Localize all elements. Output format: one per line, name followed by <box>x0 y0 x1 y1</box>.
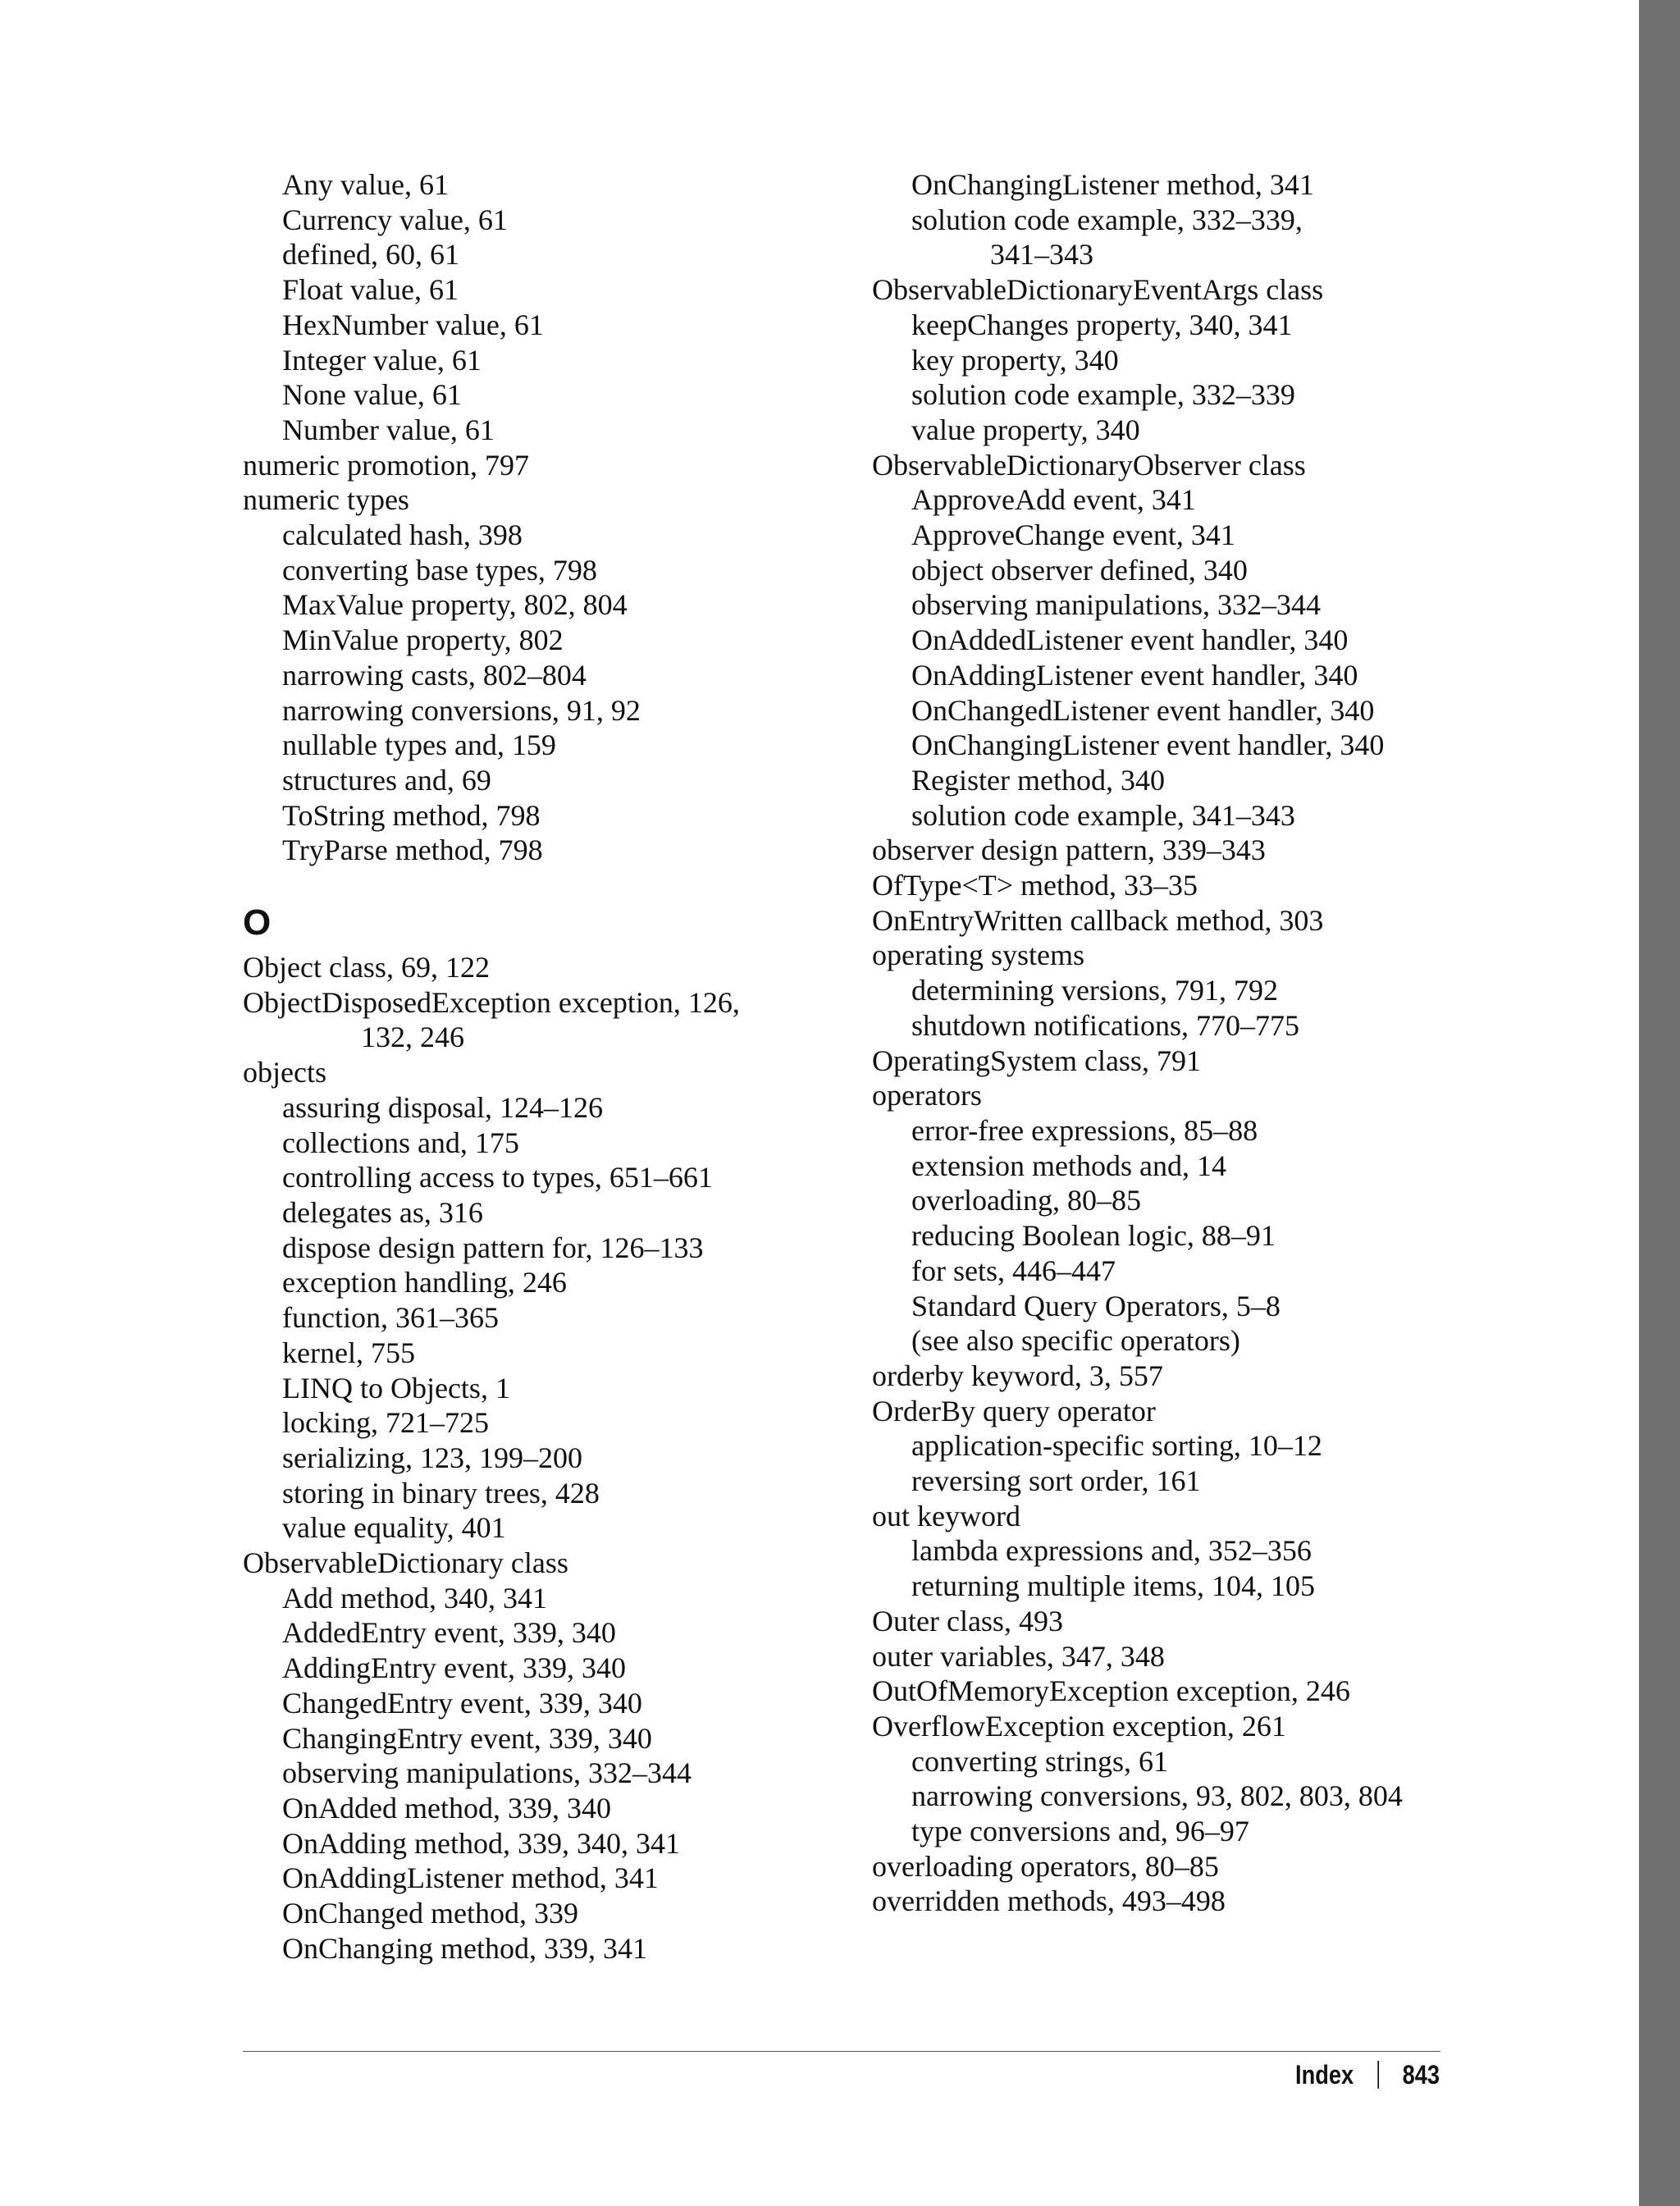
index-subentry: collections and, 175 <box>282 1126 519 1159</box>
index-subentry: dispose design pattern for, 126–133 <box>282 1231 704 1264</box>
index-subentry: nullable types and, 159 <box>282 728 556 762</box>
index-subentry: ChangingEntry event, 339, 340 <box>282 1721 652 1755</box>
index-entry: orderby keyword, 3, 557 <box>872 1359 1163 1392</box>
index-subentry: narrowing casts, 802–804 <box>282 658 587 692</box>
index-subentry: converting base types, 798 <box>282 553 597 587</box>
index-subentry: application-specific sorting, 10–12 <box>911 1429 1322 1463</box>
footer-rule <box>243 2051 1440 2052</box>
index-subentry: controlling access to types, 651–661 <box>282 1161 713 1194</box>
index-entry: out keyword <box>872 1499 1020 1532</box>
index-subentry: value property, 340 <box>911 413 1140 446</box>
index-subentry: object observer defined, 340 <box>911 553 1248 587</box>
index-subentry: ChangedEntry event, 339, 340 <box>282 1686 642 1720</box>
index-subentry: OnAddingListener event handler, 340 <box>911 658 1358 692</box>
index-entry: operating systems <box>872 939 1084 972</box>
index-subentry: exception handling, 246 <box>282 1266 567 1299</box>
index-entry: OutOfMemoryException exception, 246 <box>872 1674 1350 1708</box>
index-subentry: narrowing conversions, 91, 92 <box>282 693 641 727</box>
index-subentry: OnChangingListener event handler, 340 <box>911 728 1385 762</box>
footer-separator <box>1377 2061 1379 2089</box>
index-letter-heading: O <box>243 902 272 943</box>
index-subentry: function, 361–365 <box>282 1301 499 1335</box>
index-entry: overridden methods, 493–498 <box>872 1884 1226 1918</box>
index-subentry: solution code example, 332–339, <box>911 203 1303 236</box>
index-entry: numeric promotion, 797 <box>243 448 529 482</box>
index-subentry: MinValue property, 802 <box>282 623 564 657</box>
index-subentry: observing manipulations, 332–344 <box>911 588 1321 622</box>
running-footer <box>1295 2054 1440 2095</box>
index-subentry: assuring disposal, 124–126 <box>282 1090 603 1124</box>
index-subentry: returning multiple items, 104, 105 <box>911 1569 1315 1603</box>
index-subentry: storing in binary trees, 428 <box>282 1476 600 1509</box>
index-subentry: solution code example, 332–339 <box>911 378 1295 412</box>
index-entry: observer design pattern, 339–343 <box>872 834 1266 867</box>
index-entry: ObservableDictionaryObserver class <box>872 448 1306 482</box>
index-subentry: OnChangingListener method, 341 <box>911 168 1314 201</box>
index-subentry: type conversions and, 96–97 <box>911 1815 1249 1848</box>
index-subentry: reversing sort order, 161 <box>911 1464 1201 1498</box>
index-subentry: Integer value, 61 <box>282 343 482 377</box>
index-entry: overloading operators, 80–85 <box>872 1849 1219 1883</box>
page-edge-strip <box>1639 0 1680 2206</box>
index-subentry: 341–343 <box>990 238 1093 272</box>
index-subentry: OnChanging method, 339, 341 <box>282 1931 647 1965</box>
index-entry: Outer class, 493 <box>872 1604 1063 1637</box>
index-entry: objects <box>243 1056 326 1089</box>
index-entry: ObservableDictionary class <box>243 1546 568 1580</box>
index-subentry: MaxValue property, 802, 804 <box>282 588 628 622</box>
page-number: 843 <box>1402 2060 1440 2090</box>
index-subentry: OnChangedListener event handler, 340 <box>911 693 1375 727</box>
index-subentry: Number value, 61 <box>282 413 495 446</box>
index-subentry: ApproveChange event, 341 <box>911 518 1235 552</box>
index-subentry: kernel, 755 <box>282 1336 415 1369</box>
index-subentry: AddingEntry event, 339, 340 <box>282 1651 626 1685</box>
index-column-right <box>872 167 1463 1919</box>
index-subentry: Float value, 61 <box>282 273 459 307</box>
index-subentry: OnAddingListener method, 341 <box>282 1861 659 1895</box>
index-subentry: TryParse method, 798 <box>282 834 543 867</box>
index-subentry: OnAddedListener event handler, 340 <box>911 623 1349 657</box>
index-entry: OrderBy query operator <box>872 1394 1156 1427</box>
index-subentry: error-free expressions, 85–88 <box>911 1113 1258 1147</box>
index-subentry: observing manipulations, 332–344 <box>282 1756 692 1790</box>
index-entry: numeric types <box>243 483 409 517</box>
index-subentry: extension methods and, 14 <box>911 1149 1226 1182</box>
index-subentry: delegates as, 316 <box>282 1195 483 1229</box>
index-subentry: OnAdded method, 339, 340 <box>282 1791 611 1825</box>
index-subentry: lambda expressions and, 352–356 <box>911 1534 1312 1568</box>
index-subentry: value equality, 401 <box>282 1511 506 1545</box>
index-subentry: for sets, 446–447 <box>911 1254 1116 1287</box>
index-subentry: reducing Boolean logic, 88–91 <box>911 1219 1276 1253</box>
index-subentry: OnAdding method, 339, 340, 341 <box>282 1826 680 1860</box>
index-entry: OfType<T> method, 33–35 <box>872 869 1198 902</box>
index-subentry: (see also specific operators) <box>911 1324 1240 1358</box>
index-subentry: LINQ to Objects, 1 <box>282 1371 510 1404</box>
index-subentry: Register method, 340 <box>911 763 1165 797</box>
index-entry: OnEntryWritten callback method, 303 <box>872 903 1324 937</box>
index-column-left <box>243 167 833 1966</box>
index-subentry: AddedEntry event, 339, 340 <box>282 1616 616 1650</box>
index-entry: OperatingSystem class, 791 <box>872 1044 1201 1077</box>
index-subentry: overloading, 80–85 <box>911 1184 1141 1217</box>
index-subentry: keepChanges property, 340, 341 <box>911 308 1293 341</box>
index-subentry: converting strings, 61 <box>911 1744 1168 1778</box>
index-subentry: Any value, 61 <box>282 168 449 201</box>
index-subentry: narrowing conversions, 93, 802, 803, 804 <box>911 1779 1403 1813</box>
index-subentry: ToString method, 798 <box>282 798 541 832</box>
index-entry: OverflowException exception, 261 <box>872 1709 1286 1742</box>
index-subentry: determining versions, 791, 792 <box>911 974 1278 1007</box>
footer-section-label: Index <box>1295 2060 1354 2090</box>
index-subentry: 132, 246 <box>361 1021 464 1054</box>
index-subentry: Add method, 340, 341 <box>282 1581 547 1615</box>
index-subentry: defined, 60, 61 <box>282 238 459 272</box>
index-subentry: shutdown notifications, 770–775 <box>911 1008 1299 1042</box>
index-entry: operators <box>872 1079 982 1112</box>
index-subentry: calculated hash, 398 <box>282 518 523 552</box>
index-subentry: ApproveAdd event, 341 <box>911 483 1196 517</box>
index-subentry: locking, 721–725 <box>282 1406 489 1440</box>
index-subentry: structures and, 69 <box>282 763 491 797</box>
index-subentry: HexNumber value, 61 <box>282 308 544 341</box>
index-subentry: OnChanged method, 339 <box>282 1897 578 1930</box>
index-subentry: key property, 340 <box>911 343 1119 377</box>
index-entry: outer variables, 347, 348 <box>872 1639 1165 1673</box>
index-entry: ObjectDisposedException exception, 126, <box>243 985 740 1019</box>
index-subentry: None value, 61 <box>282 378 462 412</box>
index-subentry: Currency value, 61 <box>282 203 508 236</box>
index-subentry: Standard Query Operators, 5–8 <box>911 1289 1281 1322</box>
index-entry: ObservableDictionaryEventArgs class <box>872 273 1324 307</box>
index-entry: Object class, 69, 122 <box>243 951 490 984</box>
index-subentry: solution code example, 341–343 <box>911 798 1295 832</box>
index-subentry: serializing, 123, 199–200 <box>282 1441 582 1474</box>
